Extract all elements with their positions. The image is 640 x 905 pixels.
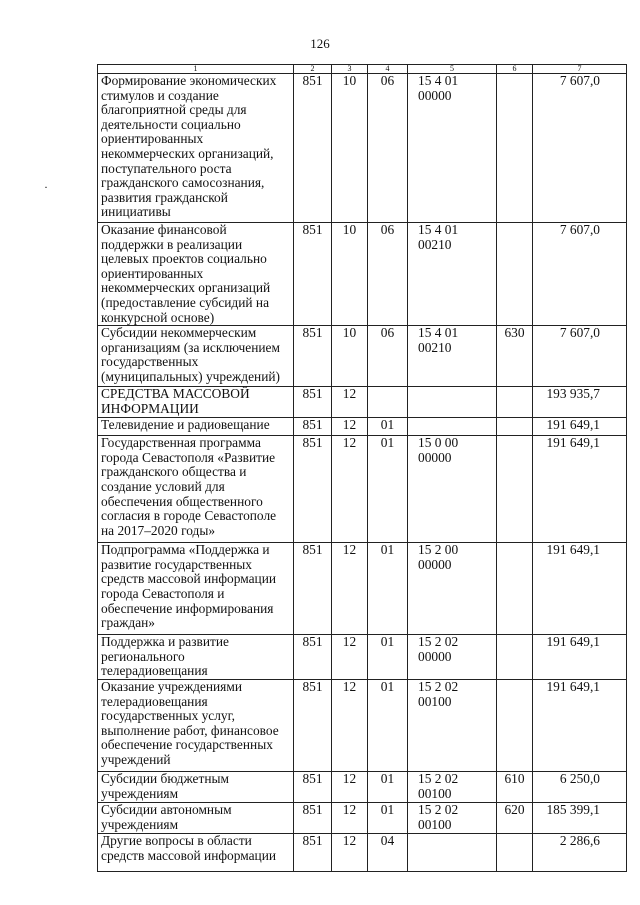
table-row — [98, 436, 627, 543]
section-code: 12 — [332, 833, 368, 871]
expense-type-code — [497, 635, 533, 680]
expense-type-code — [497, 74, 533, 223]
column-number: 7 — [533, 65, 627, 74]
target-article-code — [408, 418, 497, 436]
amount: 185 399,1 — [533, 802, 627, 833]
subsection-code: 01 — [368, 771, 408, 802]
row-name: СРЕДСТВА МАССОВОЙ ИНФОРМАЦИИ — [98, 387, 294, 418]
amount: 7 607,0 — [533, 223, 627, 326]
subsection-code: 01 — [368, 543, 408, 635]
subsection-code: 01 — [368, 679, 408, 771]
subsection-code — [368, 387, 408, 418]
amount: 191 649,1 — [533, 679, 627, 771]
section-code: 10 — [332, 74, 368, 223]
row-name: Субсидии автономным учреждениям — [98, 802, 294, 833]
gov-code: 851 — [294, 635, 332, 680]
gov-code: 851 — [294, 771, 332, 802]
target-article-code: 15 4 01 00210 — [408, 223, 497, 326]
subsection-code: 04 — [368, 833, 408, 871]
section-code: 12 — [332, 635, 368, 680]
target-article-code: 15 2 02 00100 — [408, 771, 497, 802]
amount: 7 607,0 — [533, 326, 627, 387]
section-code: 10 — [332, 326, 368, 387]
section-code: 10 — [332, 223, 368, 326]
target-article-code: 15 2 00 00000 — [408, 543, 497, 635]
section-code: 12 — [332, 802, 368, 833]
row-name: Субсидии бюджетным учреждениям — [98, 771, 294, 802]
amount: 193 935,7 — [533, 387, 627, 418]
gov-code: 851 — [294, 326, 332, 387]
section-code: 12 — [332, 387, 368, 418]
gov-code: 851 — [294, 679, 332, 771]
amount: 191 649,1 — [533, 436, 627, 543]
column-number: 1 — [98, 65, 294, 74]
gov-code: 851 — [294, 223, 332, 326]
subsection-code: 01 — [368, 802, 408, 833]
subsection-code: 01 — [368, 635, 408, 680]
target-article-code: 15 0 00 00000 — [408, 436, 497, 543]
gov-code: 851 — [294, 543, 332, 635]
expense-type-code: 620 — [497, 802, 533, 833]
budget-table — [97, 64, 627, 872]
subsection-code: 06 — [368, 74, 408, 223]
expense-type-code: 610 — [497, 771, 533, 802]
target-article-code: 15 2 02 00100 — [408, 679, 497, 771]
expense-type-code — [497, 436, 533, 543]
expense-type-code — [497, 679, 533, 771]
row-name: Оказание финансовой поддержки в реализации целевых проектов социально ориентированных некоммерческих организаций (предоставление субсидий на конкурсной основе) — [98, 223, 294, 326]
target-article-code: 15 4 01 00210 — [408, 326, 497, 387]
target-article-code — [408, 387, 497, 418]
table-row — [98, 833, 627, 871]
amount: 191 649,1 — [533, 418, 627, 436]
subsection-code: 01 — [368, 436, 408, 543]
section-code: 12 — [332, 543, 368, 635]
expense-type-code — [497, 223, 533, 326]
page-number: 126 — [310, 36, 330, 51]
subsection-code: 06 — [368, 223, 408, 326]
section-code: 12 — [332, 679, 368, 771]
target-article-code: 15 2 02 00100 — [408, 802, 497, 833]
expense-type-code — [497, 418, 533, 436]
expense-type-code — [497, 387, 533, 418]
scan-artifact-dot: · — [44, 180, 48, 194]
gov-code: 851 — [294, 436, 332, 543]
row-name: Государственная программа города Севастополя «Развитие гражданского общества и создание условий для обеспечения общественного согласия в городе Севастополе на 2017–2020 годы» — [98, 436, 294, 543]
table-row — [98, 635, 627, 680]
row-name: Поддержка и развитие регионального телерадиовещания — [98, 635, 294, 680]
expense-type-code — [497, 833, 533, 871]
section-code: 12 — [332, 436, 368, 543]
row-name: Подпрограмма «Поддержка и развитие государственных средств массовой информации города Севастополя и обеспечение информирования граждан» — [98, 543, 294, 635]
row-name: Другие вопросы в области средств массовой информации — [98, 833, 294, 871]
row-name: Формирование экономических стимулов и создание благоприятной среды для деятельности социально ориентированных некоммерческих организаций, поступательного роста гражданского самосознания, развития гражданской инициативы — [98, 74, 294, 223]
subsection-code: 06 — [368, 326, 408, 387]
target-article-code — [408, 833, 497, 871]
expense-type-code: 630 — [497, 326, 533, 387]
expense-type-code — [497, 543, 533, 635]
target-article-code: 15 2 02 00000 — [408, 635, 497, 680]
row-name: Телевидение и радиовещание — [98, 418, 294, 436]
table-row — [98, 387, 627, 418]
target-article-code: 15 4 01 00000 — [408, 74, 497, 223]
amount: 7 607,0 — [533, 74, 627, 223]
gov-code: 851 — [294, 74, 332, 223]
section-code: 12 — [332, 771, 368, 802]
table-row — [98, 418, 627, 436]
row-name: Оказание учреждениями телерадиовещания государственных услуг, выполнение работ, финансовое обеспечение государственных учреждений — [98, 679, 294, 771]
table-row — [98, 771, 627, 802]
subsection-code: 01 — [368, 418, 408, 436]
amount: 2 286,6 — [533, 833, 627, 871]
section-code: 12 — [332, 418, 368, 436]
gov-code: 851 — [294, 802, 332, 833]
amount: 191 649,1 — [533, 635, 627, 680]
column-number: 4 — [368, 65, 408, 74]
table-row — [98, 326, 627, 387]
table-row — [98, 74, 627, 223]
column-number: 6 — [497, 65, 533, 74]
column-number: 3 — [332, 65, 368, 74]
table-row — [98, 679, 627, 771]
row-name: Субсидии некоммерческим организациям (за исключением государственных (муниципальных) учреждений) — [98, 326, 294, 387]
table-row — [98, 543, 627, 635]
column-number: 2 — [294, 65, 332, 74]
table-row — [98, 802, 627, 833]
gov-code: 851 — [294, 833, 332, 871]
table-row — [98, 223, 627, 326]
gov-code: 851 — [294, 418, 332, 436]
column-number: 5 — [408, 65, 497, 74]
amount: 191 649,1 — [533, 543, 627, 635]
gov-code: 851 — [294, 387, 332, 418]
amount: 6 250,0 — [533, 771, 627, 802]
